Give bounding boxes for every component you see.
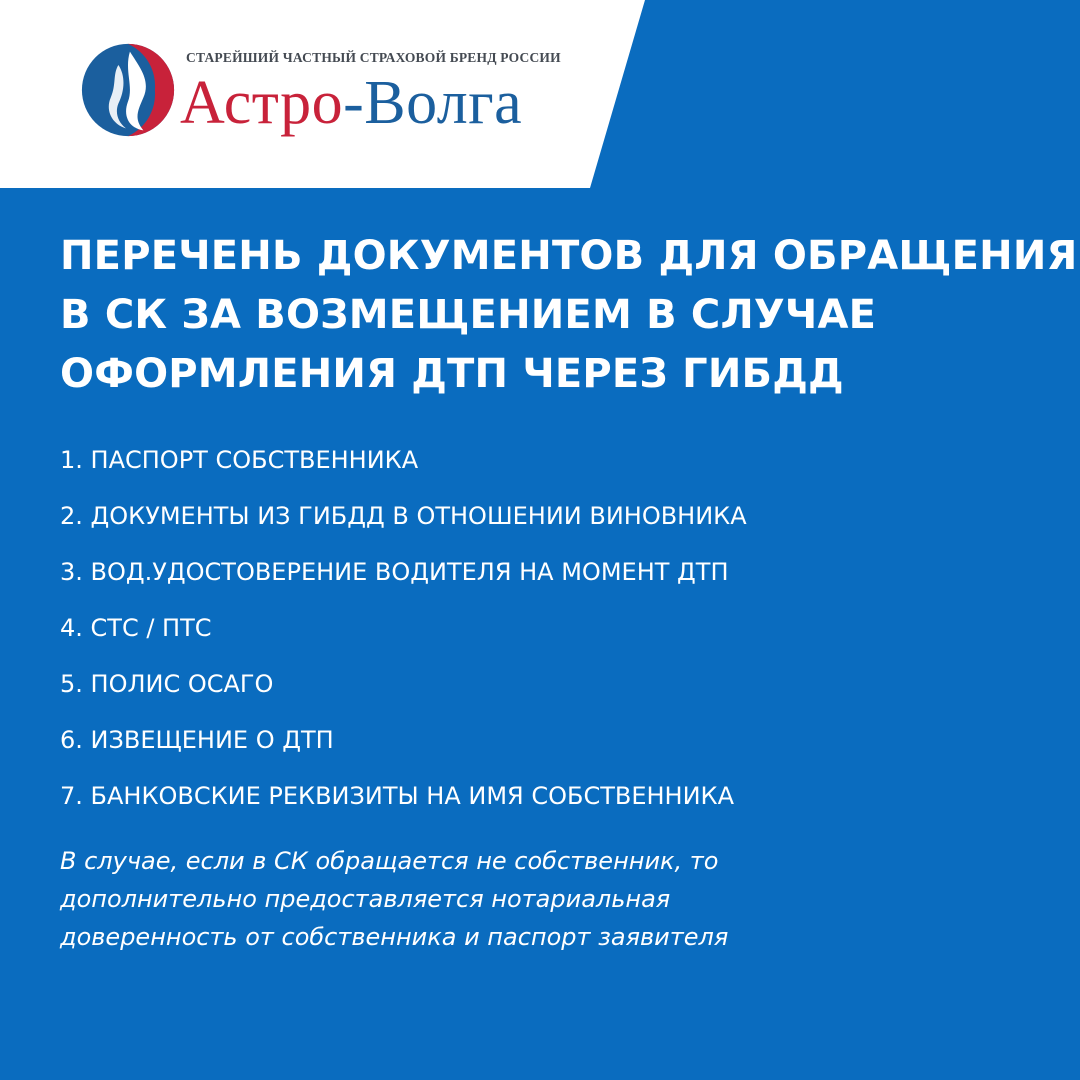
brand-tagline: СТАРЕЙШИЙ ЧАСТНЫЙ СТРАХОВОЙ БРЕНД РОССИИ bbox=[186, 50, 561, 65]
page-title bbox=[60, 227, 1078, 404]
brand-name-dash: - bbox=[343, 69, 365, 137]
footnote-line-2: дополнительно предоставляется нотариальная bbox=[60, 885, 671, 913]
document-item-4: 4. СТС / ПТС bbox=[60, 614, 212, 642]
title-line-2: В СК ЗА ВОЗМЕЩЕНИЕМ В СЛУЧАЕ bbox=[60, 292, 877, 338]
document-item-7: 7. БАНКОВСКИЕ РЕКВИЗИТЫ НА ИМЯ СОБСТВЕННИКА bbox=[60, 782, 735, 810]
document-item-1: 1. ПАСПОРТ СОБСТВЕННИКА bbox=[60, 446, 419, 474]
title-line-1: ПЕРЕЧЕНЬ ДОКУМЕНТОВ ДЛЯ ОБРАЩЕНИЯ bbox=[60, 233, 1078, 279]
brand-logo-icon bbox=[80, 42, 176, 138]
document-item-2: 2. ДОКУМЕНТЫ ИЗ ГИБДД В ОТНОШЕНИИ ВИНОВНИКА bbox=[60, 502, 747, 530]
brand-wordmark bbox=[180, 69, 523, 137]
document-item-6: 6. ИЗВЕЩЕНИЕ О ДТП bbox=[60, 726, 334, 754]
document-item-3: 3. ВОД.УДОСТОВЕРЕНИЕ ВОДИТЕЛЯ НА МОМЕНТ ДТП bbox=[60, 558, 729, 586]
documents-list bbox=[60, 440, 747, 832]
brand-name-part2: Волга bbox=[364, 69, 523, 137]
footnote-line-1: В случае, если в СК обращается не собственник, то bbox=[60, 847, 719, 875]
brand-name-part1: Астро bbox=[180, 69, 344, 137]
footnote-line-3: доверенность от собственника и паспорт заявителя bbox=[60, 923, 729, 951]
footnote bbox=[60, 842, 960, 956]
title-line-3: ОФОРМЛЕНИЯ ДТП ЧЕРЕЗ ГИБДД bbox=[60, 351, 844, 397]
document-item-5: 5. ПОЛИС ОСАГО bbox=[60, 670, 274, 698]
